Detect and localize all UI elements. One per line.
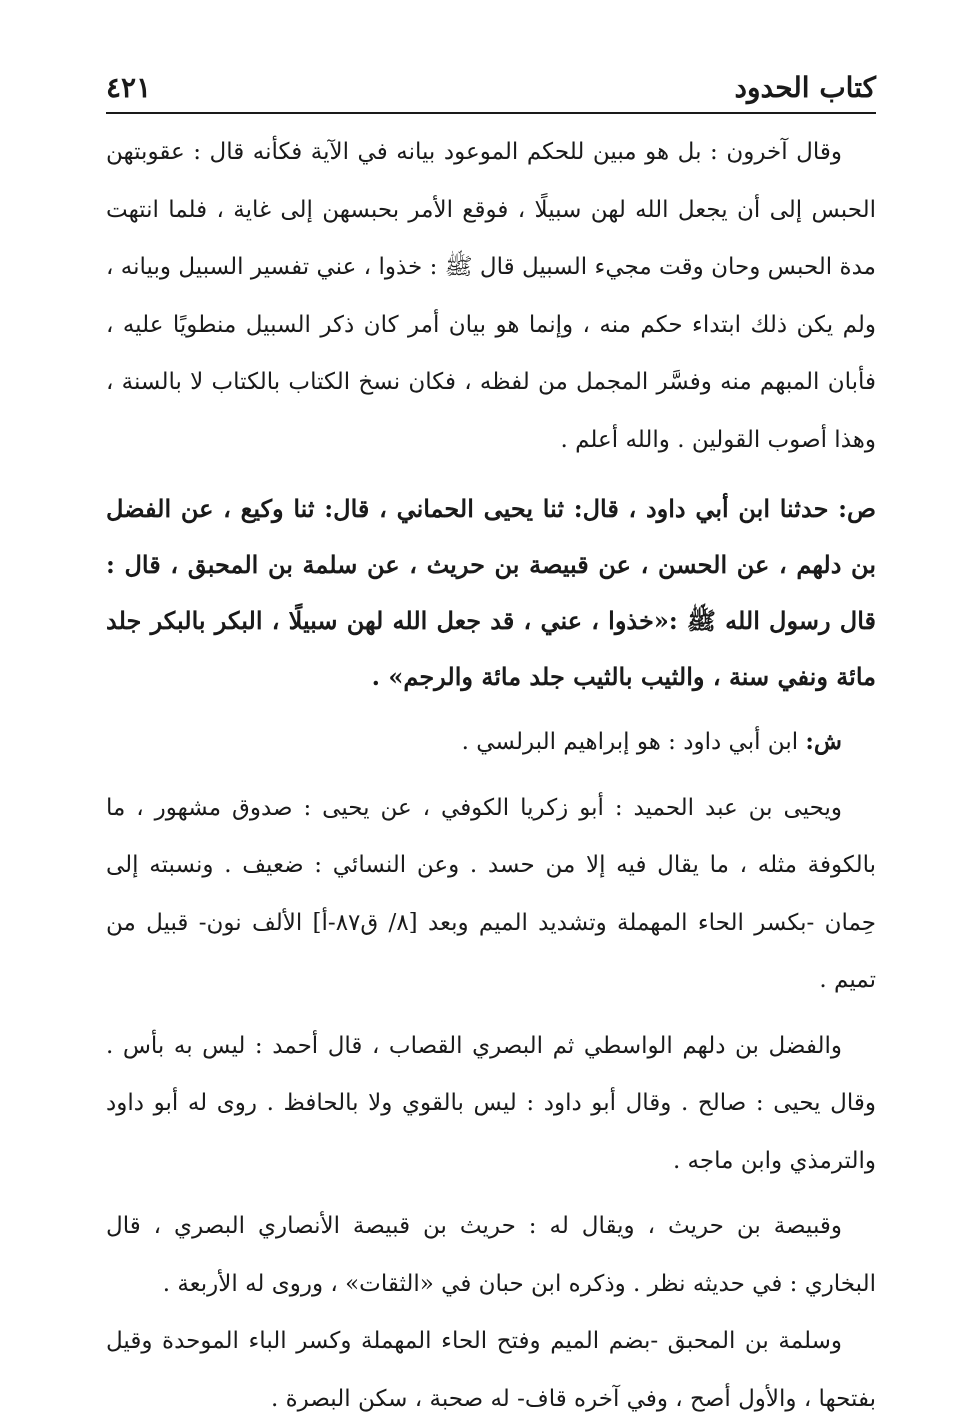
hadith-text: حدثنا ابن أبي داود ، قال: ثنا يحيى الحماني ، قال: ثنا وكيع ، عن الفضل بن دلهم ، عن الحسن ، عن قبيصة بن حريث ، عن سلمة بن المحبق ، قال : قال رسول الله ﷺ :«خذوا ، عني ، قد جعل الله لهن سبيلًا ، البكر بالبكر جلد مائة ونفي سنة ، والثيب بالثيب جلد مائة والرجم» . bbox=[106, 494, 876, 691]
page-header bbox=[106, 58, 876, 114]
sharh-text: ابن أبي داود : هو إبراهيم البرلسي . bbox=[461, 729, 806, 755]
narrator-qabisa-paragraph: وقبيصة بن حريث ، ويقال له : حريث بن قبيصة الأنصاري البصري ، قال البخاري : في حديثه نظر . وذكره ابن حبان في «الثقات» ، وروى له الأربعة . bbox=[106, 1213, 876, 1297]
shin-marker: ش: bbox=[805, 728, 842, 755]
commentary-paragraph-1: وقال آخرون : بل هو مبين للحكم الموعود بيانه في الآية فكأنه قال : عقوبتهن الحبس إلى أن يجعل الله لهن سبيلًا ، فوقع الأمر بحبسهن إلى غاية ، فلما انتهت مدة الحبس وحان وقت مجيء السبيل قال ﷺ : خذوا ، عني تفسير السبيل وبيانه ، ولم يكن ذلك ابتداء حكم منه ، وإنما هو بيان أمر كان ذكر السبيل منطويًا عليه ، فأبان المبهم منه وفسَّر المجمل من لفظه ، فكان نسخ الكتاب بالكتاب لا بالسنة ، وهذا أصوب القولين . والله أعلم . bbox=[106, 139, 876, 453]
sharh-paragraph bbox=[106, 713, 876, 772]
narrator-yahya-paragraph: ويحيى بن عبد الحميد : أبو زكريا الكوفي ، عن يحيى : صدوق مشهور ، ما بالكوفة مثله ، ما يقال فيه إلا من حسد . وعن النسائي : ضعيف . ونسبته إلى حِمان -بكسر الحاء المهملة وتشديد الميم وبعد [٨/ ق٨٧-أ] الألف نون- قبيل من تميم . bbox=[106, 794, 876, 993]
page-body bbox=[106, 124, 876, 1428]
narrator-salama-paragraph: وسلمة بن المحبق -بضم الميم وفتح الحاء المهملة وكسر الباء الموحدة وقيل بفتحها ، والأول أصح ، وفي آخره قاف- له صحبة ، سكن البصرة . bbox=[106, 1328, 876, 1412]
sad-marker: ص: bbox=[838, 494, 876, 523]
running-title: كتاب الحدود bbox=[734, 71, 876, 104]
narrator-fadl-paragraph: والفضل بن دلهم الواسطي ثم البصري القصاب ، قال أحمد : ليس به بأس . وقال يحيى : صالح . وقال أبو داود : ليس بالقوي ولا بالحافظ . روى له أبو داود والترمذي وابن ماجه . bbox=[106, 1032, 876, 1174]
hadith-text-paragraph bbox=[106, 481, 876, 705]
page-number: ٤٢١ bbox=[106, 71, 152, 104]
